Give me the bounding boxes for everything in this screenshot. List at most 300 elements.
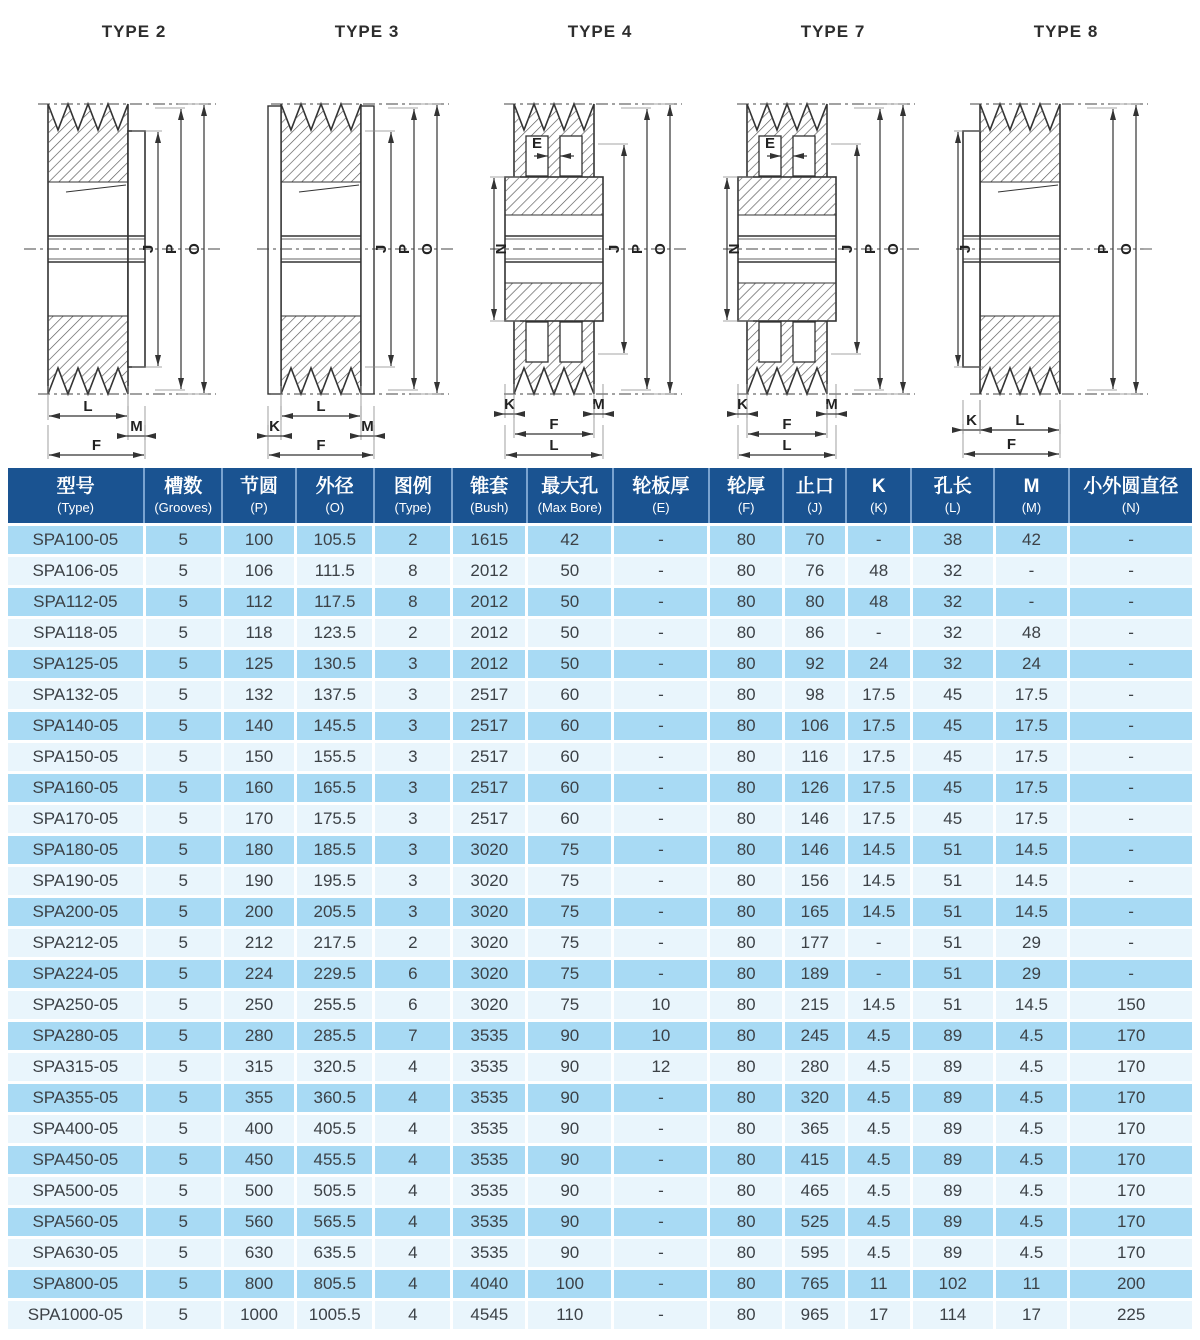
cell: 80 bbox=[709, 1207, 784, 1238]
cell: 80 bbox=[709, 928, 784, 959]
cell: 5 bbox=[144, 990, 222, 1021]
cell: SPA450-05 bbox=[8, 1145, 144, 1176]
cell: 60 bbox=[527, 711, 613, 742]
cell: 80 bbox=[709, 804, 784, 835]
cell: 4 bbox=[374, 1207, 452, 1238]
dimension-label: J bbox=[606, 244, 623, 254]
cell: 80 bbox=[709, 525, 784, 556]
cell: 225 bbox=[1069, 1300, 1192, 1331]
column-header bbox=[709, 468, 784, 525]
cell: SPA140-05 bbox=[8, 711, 144, 742]
cell: 146 bbox=[783, 835, 846, 866]
cell: 45 bbox=[911, 804, 994, 835]
cell: 14.5 bbox=[846, 835, 911, 866]
cell: 89 bbox=[911, 1145, 994, 1176]
cell: 4.5 bbox=[994, 1052, 1069, 1083]
cell: - bbox=[613, 711, 709, 742]
cell: 155.5 bbox=[296, 742, 374, 773]
cell: 4.5 bbox=[846, 1083, 911, 1114]
cell: 165.5 bbox=[296, 773, 374, 804]
diagram-title: TYPE 2 bbox=[101, 22, 167, 41]
cell: SPA190-05 bbox=[8, 866, 144, 897]
table-row bbox=[8, 1300, 1192, 1331]
pulley-drawing bbox=[253, 42, 481, 462]
table-row bbox=[8, 587, 1192, 618]
table-row bbox=[8, 1176, 1192, 1207]
cell: 100 bbox=[222, 525, 295, 556]
cell: SPA125-05 bbox=[8, 649, 144, 680]
table-row bbox=[8, 1238, 1192, 1269]
dimension-label: E bbox=[764, 135, 776, 152]
cell: 212 bbox=[222, 928, 295, 959]
cell: 50 bbox=[527, 618, 613, 649]
cell: 5 bbox=[144, 959, 222, 990]
cell: 4.5 bbox=[994, 1114, 1069, 1145]
cell: SPA500-05 bbox=[8, 1176, 144, 1207]
cell: SPA200-05 bbox=[8, 897, 144, 928]
cell: 170 bbox=[1069, 1207, 1192, 1238]
column-header-en: (P) bbox=[250, 499, 268, 515]
cell: 150 bbox=[222, 742, 295, 773]
cell: 137.5 bbox=[296, 680, 374, 711]
cell: 5 bbox=[144, 1207, 222, 1238]
cell: 217.5 bbox=[296, 928, 374, 959]
cell: 14.5 bbox=[846, 990, 911, 1021]
cell: - bbox=[613, 928, 709, 959]
cell: 60 bbox=[527, 742, 613, 773]
cell: 80 bbox=[709, 773, 784, 804]
cell: 170 bbox=[1069, 1021, 1192, 1052]
column-header bbox=[222, 468, 295, 525]
cell: 110 bbox=[527, 1300, 613, 1331]
table-row bbox=[8, 1207, 1192, 1238]
cell: 2012 bbox=[452, 618, 527, 649]
dimension-label: M bbox=[592, 396, 605, 413]
cell: - bbox=[613, 618, 709, 649]
cell: 3535 bbox=[452, 1145, 527, 1176]
cell: 195.5 bbox=[296, 866, 374, 897]
cell: 12 bbox=[613, 1052, 709, 1083]
diagram-title: TYPE 7 bbox=[800, 22, 866, 41]
cell: - bbox=[1069, 587, 1192, 618]
cell: - bbox=[613, 1207, 709, 1238]
cell: 4 bbox=[374, 1114, 452, 1145]
cell: - bbox=[613, 680, 709, 711]
cell: 17.5 bbox=[846, 742, 911, 773]
cell: 3 bbox=[374, 773, 452, 804]
dimension-label: K bbox=[966, 412, 977, 429]
cell: 51 bbox=[911, 990, 994, 1021]
cell: - bbox=[1069, 959, 1192, 990]
cell: - bbox=[613, 587, 709, 618]
column-header-zh: 锥套 bbox=[470, 476, 509, 497]
cell: SPA630-05 bbox=[8, 1238, 144, 1269]
pulley-diagram-3 bbox=[486, 10, 714, 462]
cell: 2517 bbox=[452, 773, 527, 804]
cell: 4.5 bbox=[846, 1145, 911, 1176]
cell: 4.5 bbox=[994, 1145, 1069, 1176]
dimension-label: L bbox=[782, 437, 792, 454]
dimension-label: L bbox=[549, 437, 559, 454]
cell: 90 bbox=[527, 1052, 613, 1083]
cell: 75 bbox=[527, 928, 613, 959]
cell: 17.5 bbox=[994, 680, 1069, 711]
table-row bbox=[8, 1114, 1192, 1145]
cell: 132 bbox=[222, 680, 295, 711]
cell: 48 bbox=[994, 618, 1069, 649]
dimension-label: F bbox=[316, 437, 326, 454]
cell: SPA160-05 bbox=[8, 773, 144, 804]
cell: 98 bbox=[783, 680, 846, 711]
column-header-en: (K) bbox=[870, 499, 888, 515]
cell: 3535 bbox=[452, 1238, 527, 1269]
table-row bbox=[8, 1052, 1192, 1083]
cell: 24 bbox=[846, 649, 911, 680]
cell: 80 bbox=[709, 1176, 784, 1207]
cell: 2517 bbox=[452, 711, 527, 742]
table-row bbox=[8, 1021, 1192, 1052]
column-header-en: (Max Bore) bbox=[537, 499, 602, 515]
dimension-label: N bbox=[493, 243, 510, 255]
cell: SPA100-05 bbox=[8, 525, 144, 556]
column-header-zh: 止口 bbox=[795, 476, 834, 497]
cell: - bbox=[613, 1145, 709, 1176]
cell: 17 bbox=[994, 1300, 1069, 1331]
dimension-label: O bbox=[1118, 243, 1135, 255]
column-header-zh: 型号 bbox=[56, 476, 95, 497]
dimension-label: M bbox=[130, 418, 143, 435]
cell: 80 bbox=[709, 587, 784, 618]
cell: 70 bbox=[783, 525, 846, 556]
cell: 80 bbox=[709, 618, 784, 649]
cell: 80 bbox=[709, 742, 784, 773]
cell: 100 bbox=[527, 1269, 613, 1300]
cell: 24 bbox=[994, 649, 1069, 680]
cell: 170 bbox=[1069, 1176, 1192, 1207]
cell: 3 bbox=[374, 711, 452, 742]
cell: 14.5 bbox=[846, 897, 911, 928]
cell: 5 bbox=[144, 1176, 222, 1207]
cell: 90 bbox=[527, 1176, 613, 1207]
cell: 5 bbox=[144, 618, 222, 649]
cell: SPA132-05 bbox=[8, 680, 144, 711]
cell: - bbox=[613, 1238, 709, 1269]
cell: 245 bbox=[783, 1021, 846, 1052]
column-header-zh: 节圆 bbox=[239, 476, 278, 497]
cell: 170 bbox=[1069, 1145, 1192, 1176]
column-header bbox=[527, 468, 613, 525]
dimension-label: F bbox=[782, 416, 792, 433]
table-row bbox=[8, 711, 1192, 742]
cell: - bbox=[613, 1083, 709, 1114]
cell: 5 bbox=[144, 587, 222, 618]
cell: 60 bbox=[527, 804, 613, 835]
cell: 765 bbox=[783, 1269, 846, 1300]
cell: 170 bbox=[222, 804, 295, 835]
cell: 4.5 bbox=[846, 1052, 911, 1083]
table-row bbox=[8, 773, 1192, 804]
cell: 17.5 bbox=[846, 773, 911, 804]
cell: 5 bbox=[144, 866, 222, 897]
cell: 3 bbox=[374, 835, 452, 866]
column-header-en: (Type) bbox=[394, 499, 432, 515]
cell: 3 bbox=[374, 866, 452, 897]
cell: 405.5 bbox=[296, 1114, 374, 1145]
cell: 80 bbox=[709, 649, 784, 680]
cell: SPA315-05 bbox=[8, 1052, 144, 1083]
cell: 80 bbox=[783, 587, 846, 618]
cell: 118 bbox=[222, 618, 295, 649]
dimension-label: P bbox=[163, 243, 180, 255]
cell: - bbox=[613, 866, 709, 897]
cell: - bbox=[994, 587, 1069, 618]
cell: 8 bbox=[374, 587, 452, 618]
cell: 280 bbox=[783, 1052, 846, 1083]
cell: SPA280-05 bbox=[8, 1021, 144, 1052]
column-header bbox=[8, 468, 144, 525]
cell: 38 bbox=[911, 525, 994, 556]
cell: 17.5 bbox=[846, 804, 911, 835]
cell: 255.5 bbox=[296, 990, 374, 1021]
dimension-label: F bbox=[549, 416, 559, 433]
cell: SPA212-05 bbox=[8, 928, 144, 959]
cell: 80 bbox=[709, 866, 784, 897]
cell: 17.5 bbox=[846, 711, 911, 742]
cell: 80 bbox=[709, 1021, 784, 1052]
dimension-label: P bbox=[862, 243, 879, 255]
cell: 45 bbox=[911, 680, 994, 711]
column-header-zh: 最大孔 bbox=[541, 476, 599, 497]
table-row bbox=[8, 618, 1192, 649]
cell: 42 bbox=[994, 525, 1069, 556]
cell: 170 bbox=[1069, 1052, 1192, 1083]
column-header-en: (O) bbox=[325, 499, 345, 515]
cell: - bbox=[613, 1300, 709, 1331]
cell: 80 bbox=[709, 1145, 784, 1176]
cell: 80 bbox=[709, 897, 784, 928]
column-header bbox=[452, 468, 527, 525]
cell: 80 bbox=[709, 1052, 784, 1083]
cell: 89 bbox=[911, 1238, 994, 1269]
cell: 4.5 bbox=[846, 1238, 911, 1269]
cell: 45 bbox=[911, 711, 994, 742]
dimension-label: O bbox=[186, 243, 203, 255]
header-row bbox=[8, 468, 1192, 525]
cell: 51 bbox=[911, 835, 994, 866]
dimension-label: P bbox=[396, 243, 413, 255]
cell: 80 bbox=[709, 711, 784, 742]
cell: 89 bbox=[911, 1052, 994, 1083]
cell: - bbox=[1069, 742, 1192, 773]
cell: 75 bbox=[527, 835, 613, 866]
cell: - bbox=[994, 556, 1069, 587]
cell: - bbox=[613, 835, 709, 866]
cell: - bbox=[613, 1114, 709, 1145]
cell: 3535 bbox=[452, 1021, 527, 1052]
cell: 355 bbox=[222, 1083, 295, 1114]
cell: 32 bbox=[911, 556, 994, 587]
pulley-diagram-2 bbox=[253, 10, 481, 462]
cell: 1615 bbox=[452, 525, 527, 556]
cell: 80 bbox=[709, 1300, 784, 1331]
cell: 156 bbox=[783, 866, 846, 897]
cell: 90 bbox=[527, 1114, 613, 1145]
table-row bbox=[8, 866, 1192, 897]
cell: 14.5 bbox=[994, 866, 1069, 897]
cell: 285.5 bbox=[296, 1021, 374, 1052]
cell: 3020 bbox=[452, 866, 527, 897]
cell: 2 bbox=[374, 525, 452, 556]
cell: 80 bbox=[709, 835, 784, 866]
cell: 4 bbox=[374, 1269, 452, 1300]
cell: 116 bbox=[783, 742, 846, 773]
cell: - bbox=[1069, 866, 1192, 897]
cell: 75 bbox=[527, 897, 613, 928]
column-header-zh: 外径 bbox=[315, 476, 354, 497]
cell: - bbox=[613, 525, 709, 556]
cell: 455.5 bbox=[296, 1145, 374, 1176]
cell: 365 bbox=[783, 1114, 846, 1145]
cell: 3535 bbox=[452, 1083, 527, 1114]
cell: 60 bbox=[527, 680, 613, 711]
table-row bbox=[8, 1083, 1192, 1114]
column-header-en: (M) bbox=[1021, 499, 1042, 515]
table-row bbox=[8, 649, 1192, 680]
cell: 6 bbox=[374, 959, 452, 990]
cell: 200 bbox=[222, 897, 295, 928]
cell: 90 bbox=[527, 1145, 613, 1176]
cell: 126 bbox=[783, 773, 846, 804]
cell: 560 bbox=[222, 1207, 295, 1238]
cell: 11 bbox=[994, 1269, 1069, 1300]
cell: 5 bbox=[144, 835, 222, 866]
cell: 3 bbox=[374, 897, 452, 928]
cell: 51 bbox=[911, 959, 994, 990]
cell: 4.5 bbox=[994, 1083, 1069, 1114]
cell: 75 bbox=[527, 990, 613, 1021]
column-header-en: (J) bbox=[807, 499, 823, 515]
column-header-en: (E) bbox=[652, 499, 670, 515]
cell: SPA250-05 bbox=[8, 990, 144, 1021]
cell: 805.5 bbox=[296, 1269, 374, 1300]
cell: - bbox=[613, 773, 709, 804]
cell: 3535 bbox=[452, 1207, 527, 1238]
cell: 4 bbox=[374, 1145, 452, 1176]
cell: 146 bbox=[783, 804, 846, 835]
table-row bbox=[8, 990, 1192, 1021]
cell: 5 bbox=[144, 928, 222, 959]
pulley-drawing bbox=[719, 42, 947, 462]
cell: SPA355-05 bbox=[8, 1083, 144, 1114]
cell: 5 bbox=[144, 897, 222, 928]
cell: 112 bbox=[222, 587, 295, 618]
cell: 89 bbox=[911, 1083, 994, 1114]
cell: - bbox=[846, 959, 911, 990]
cell: 4.5 bbox=[994, 1207, 1069, 1238]
cell: - bbox=[846, 618, 911, 649]
cell: 130.5 bbox=[296, 649, 374, 680]
dimension-label: P bbox=[629, 243, 646, 255]
cell: - bbox=[1069, 773, 1192, 804]
cell: 565.5 bbox=[296, 1207, 374, 1238]
dimension-label: O bbox=[885, 243, 902, 255]
cell: 2517 bbox=[452, 804, 527, 835]
cell: 5 bbox=[144, 1083, 222, 1114]
cell: - bbox=[1069, 556, 1192, 587]
dimension-label: M bbox=[361, 418, 374, 435]
cell: 4545 bbox=[452, 1300, 527, 1331]
table-row bbox=[8, 928, 1192, 959]
column-header-en: (N) bbox=[1121, 499, 1140, 515]
column-header-zh: M bbox=[1023, 476, 1040, 497]
cell: 175.5 bbox=[296, 804, 374, 835]
cell: 400 bbox=[222, 1114, 295, 1145]
cell: 177 bbox=[783, 928, 846, 959]
table-row bbox=[8, 1145, 1192, 1176]
table-header bbox=[8, 468, 1192, 525]
column-header-en: (Bush) bbox=[470, 499, 509, 515]
cell: 4.5 bbox=[994, 1238, 1069, 1269]
cell: SPA112-05 bbox=[8, 587, 144, 618]
cell: SPA180-05 bbox=[8, 835, 144, 866]
dimension-label: L bbox=[83, 398, 93, 415]
table-body bbox=[8, 525, 1192, 1331]
cell: 32 bbox=[911, 618, 994, 649]
pulley-drawing bbox=[952, 42, 1180, 462]
table-row bbox=[8, 835, 1192, 866]
cell: 4 bbox=[374, 1083, 452, 1114]
cell: 450 bbox=[222, 1145, 295, 1176]
column-header-en: (Grooves) bbox=[154, 499, 213, 515]
cell: 80 bbox=[709, 1238, 784, 1269]
cell: 190 bbox=[222, 866, 295, 897]
column-header-zh: 孔长 bbox=[933, 476, 972, 497]
cell: 117.5 bbox=[296, 587, 374, 618]
table-row bbox=[8, 897, 1192, 928]
cell: 3 bbox=[374, 804, 452, 835]
cell: 10 bbox=[613, 1021, 709, 1052]
pulley-drawing bbox=[486, 42, 714, 462]
cell: 86 bbox=[783, 618, 846, 649]
cell: 280 bbox=[222, 1021, 295, 1052]
cell: - bbox=[613, 556, 709, 587]
cell: SPA560-05 bbox=[8, 1207, 144, 1238]
cell: 525 bbox=[783, 1207, 846, 1238]
cell: 89 bbox=[911, 1207, 994, 1238]
cell: - bbox=[1069, 618, 1192, 649]
cell: 2012 bbox=[452, 556, 527, 587]
cell: 3535 bbox=[452, 1052, 527, 1083]
dimension-label: J bbox=[839, 244, 856, 254]
cell: 123.5 bbox=[296, 618, 374, 649]
cell: 92 bbox=[783, 649, 846, 680]
cell: 224 bbox=[222, 959, 295, 990]
cell: 3 bbox=[374, 649, 452, 680]
cell: 102 bbox=[911, 1269, 994, 1300]
dimension-label: O bbox=[419, 243, 436, 255]
cell: 8 bbox=[374, 556, 452, 587]
cell: - bbox=[1069, 897, 1192, 928]
cell: 1005.5 bbox=[296, 1300, 374, 1331]
cell: 180 bbox=[222, 835, 295, 866]
cell: 205.5 bbox=[296, 897, 374, 928]
cell: 7 bbox=[374, 1021, 452, 1052]
cell: 5 bbox=[144, 1269, 222, 1300]
cell: 2517 bbox=[452, 680, 527, 711]
cell: 4 bbox=[374, 1300, 452, 1331]
dimension-label: O bbox=[652, 243, 669, 255]
cell: 165 bbox=[783, 897, 846, 928]
